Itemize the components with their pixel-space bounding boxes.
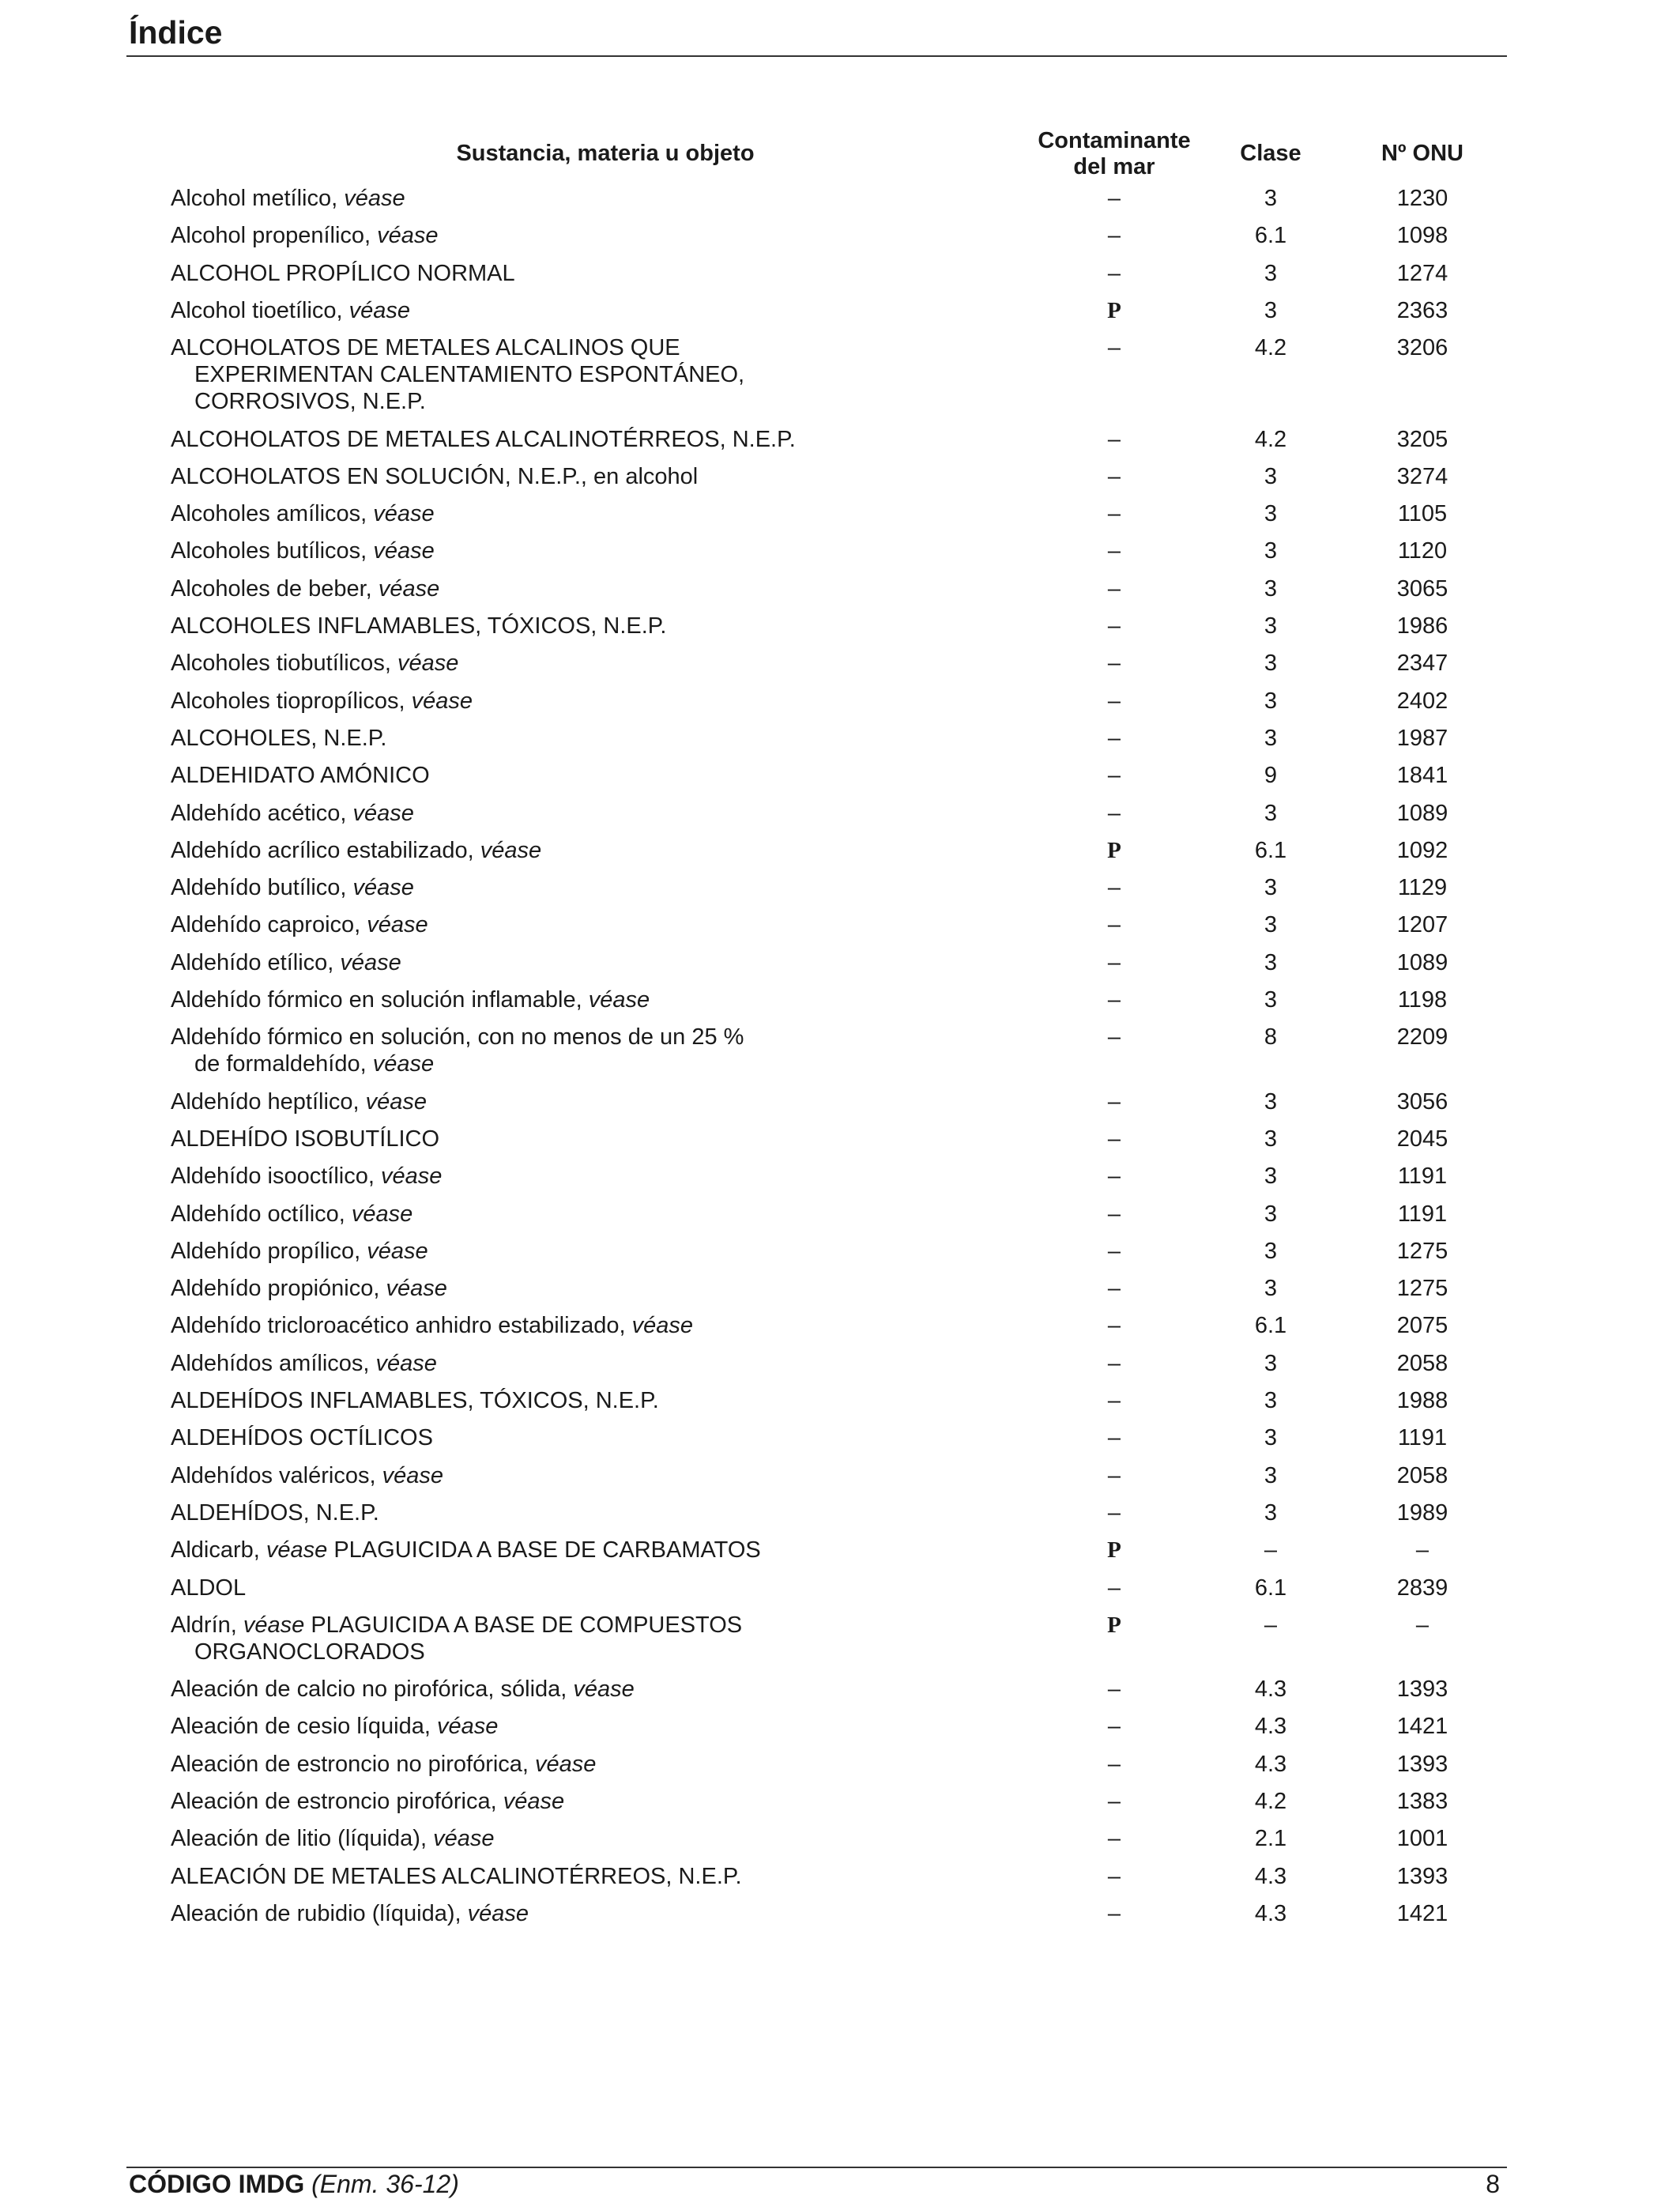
substance-name <box>171 1537 850 1563</box>
marine-pollutant: – <box>1107 575 1121 602</box>
substance-text: Aleación de estroncio no pirofórica, <box>171 1751 536 1777</box>
marine-pollutant: – <box>1107 463 1121 489</box>
see-reference: véase <box>375 1350 437 1376</box>
un-number: 1275 <box>1396 1276 1448 1302</box>
hazard-class: 3 <box>1264 501 1278 527</box>
substance-text: ALDOL <box>171 1575 247 1601</box>
substance-text: Aldehído tricloroacético anhidro estabilizado, <box>171 1313 632 1339</box>
substance-name <box>171 1612 850 1665</box>
hazard-class: 4.2 <box>1254 1789 1287 1814</box>
hazard-class: – <box>1264 1537 1278 1563</box>
column-header-substance: Sustancia, materia u objeto <box>456 141 755 166</box>
substance-text: Alcoholes tiobutílicos, <box>171 651 397 677</box>
hazard-class: 3 <box>1264 949 1278 975</box>
hazard-class: 4.2 <box>1254 426 1287 452</box>
marine-pollutant: – <box>1107 875 1121 901</box>
un-number: 1383 <box>1396 1789 1448 1814</box>
footer-code: CÓDIGO IMDG <box>129 2170 305 2198</box>
hazard-class: 3 <box>1264 1499 1278 1526</box>
un-number: 1230 <box>1396 186 1448 211</box>
column-header-pollutant <box>1019 128 1209 180</box>
hazard-class: 4.3 <box>1254 1863 1287 1889</box>
marine-pollutant: P <box>1107 837 1121 863</box>
marine-pollutant: P <box>1107 1537 1121 1563</box>
substance-text: Aldehído butílico, <box>171 875 353 901</box>
un-number: 2058 <box>1396 1350 1448 1376</box>
hazard-class: 6.1 <box>1254 223 1287 249</box>
marine-pollutant: – <box>1107 912 1121 938</box>
hazard-class: 3 <box>1264 987 1278 1013</box>
marine-pollutant: – <box>1107 1350 1121 1376</box>
substance-text: ALCOHOLATOS EN SOLUCIÓN, N.E.P., en alcohol <box>171 463 699 489</box>
un-number: 1105 <box>1397 501 1448 527</box>
see-reference: véase <box>340 949 401 975</box>
hazard-class: 3 <box>1264 912 1278 938</box>
marine-pollutant: – <box>1107 538 1121 564</box>
substance-text: Alcoholes butílicos, <box>171 538 374 564</box>
see-reference: véase <box>373 501 435 527</box>
see-reference: véase <box>373 538 435 564</box>
substance-text: Aldehído fórmico en solución, con no menos de un 25 % <box>171 1024 744 1050</box>
un-number: 1191 <box>1397 1425 1448 1451</box>
substance-text: Aldehído propiónico, <box>171 1276 386 1302</box>
hazard-class: 6.1 <box>1254 837 1287 863</box>
un-number: 1393 <box>1396 1751 1448 1777</box>
marine-pollutant: – <box>1107 800 1121 826</box>
substance-text: ALCOHOLES INFLAMABLES, TÓXICOS, N.E.P. <box>171 613 667 639</box>
substance-name <box>171 1462 850 1489</box>
substance-name <box>171 1713 850 1740</box>
un-number: 1987 <box>1396 725 1448 751</box>
substance-text: Aleación de calcio no pirofórica, sólida, <box>171 1677 574 1703</box>
substance-name <box>171 1238 850 1265</box>
see-reference: véase <box>351 1201 413 1227</box>
see-reference: véase <box>382 1462 443 1488</box>
see-reference: véase <box>344 186 405 211</box>
see-reference: véase <box>588 987 650 1013</box>
substance-text: ALDEHIDATO AMÓNICO <box>171 763 430 789</box>
un-number: 1421 <box>1396 1714 1448 1740</box>
substance-text: ALCOHOLES, N.E.P. <box>171 725 387 751</box>
marine-pollutant: – <box>1107 1126 1121 1152</box>
substance-name <box>171 463 850 490</box>
substance-name <box>171 1312 850 1339</box>
substance-text: Aldehído propílico, <box>171 1238 367 1264</box>
un-number: 1092 <box>1396 837 1448 863</box>
substance-name <box>171 762 850 789</box>
un-number: – <box>1415 1612 1430 1638</box>
column-header-class: Clase <box>1240 141 1301 166</box>
hazard-class: 3 <box>1264 1238 1278 1264</box>
hazard-class: 3 <box>1264 575 1278 602</box>
substance-text: Alcohol tioetílico, <box>171 297 349 323</box>
hazard-class: 4.3 <box>1254 1714 1287 1740</box>
see-reference: véase <box>348 297 411 323</box>
substance-name <box>171 575 850 602</box>
marine-pollutant: – <box>1107 426 1121 452</box>
hazard-class: 4.3 <box>1254 1677 1287 1703</box>
substance-name <box>171 1676 850 1703</box>
marine-pollutant: – <box>1107 1575 1121 1601</box>
substance-name <box>171 1350 850 1377</box>
un-number: 1098 <box>1396 223 1448 249</box>
substance-text: Aldehído acrílico estabilizado, <box>171 837 480 863</box>
marine-pollutant: – <box>1107 501 1121 527</box>
hazard-class: 3 <box>1264 1425 1278 1451</box>
substance-name <box>171 1575 850 1601</box>
un-number: 1986 <box>1396 613 1448 639</box>
see-reference: véase <box>352 875 414 901</box>
hazard-class: 4.3 <box>1254 1900 1287 1926</box>
substance-text: Aldehído isooctílico, <box>171 1164 381 1190</box>
marine-pollutant: – <box>1107 1677 1121 1703</box>
substance-text: Aldehído octílico, <box>171 1201 352 1227</box>
marine-pollutant: – <box>1107 1088 1121 1115</box>
hazard-class: 3 <box>1264 725 1278 751</box>
substance-name <box>171 800 850 827</box>
un-number: 2347 <box>1396 651 1448 677</box>
page-header-title: Índice <box>129 14 223 51</box>
see-reference: véase <box>378 575 440 602</box>
marine-pollutant: – <box>1107 1462 1121 1488</box>
un-number: 3056 <box>1396 1088 1448 1115</box>
un-number: 2075 <box>1396 1313 1448 1339</box>
marine-pollutant: – <box>1107 1238 1121 1264</box>
substance-text: ALCOHOL PROPÍLICO NORMAL <box>171 260 515 286</box>
substance-text: Aldehído fórmico en solución inflamable, <box>171 987 589 1013</box>
hazard-class: 8 <box>1264 1024 1278 1050</box>
substance-text: ALDEHÍDOS, N.E.P. <box>171 1499 379 1526</box>
see-reference: véase <box>266 1537 328 1563</box>
substance-text: ALEACIÓN DE METALES ALCALINOTÉRREOS, N.E.P. <box>171 1863 742 1889</box>
marine-pollutant: – <box>1107 1164 1121 1190</box>
un-number: 1120 <box>1397 538 1448 564</box>
see-reference: véase <box>365 1088 428 1115</box>
substance-text: Aldehído acético, <box>171 800 353 826</box>
substance-name <box>171 1201 850 1228</box>
substance-name <box>171 1751 850 1778</box>
substance-text: Aldehídos amílicos, <box>171 1350 376 1376</box>
see-reference: véase <box>377 223 439 249</box>
un-number: 1989 <box>1396 1499 1448 1526</box>
hazard-class: 3 <box>1264 297 1278 323</box>
see-reference: véase <box>352 800 414 826</box>
un-number: 3206 <box>1396 335 1448 361</box>
un-number: 2058 <box>1396 1462 1448 1488</box>
marine-pollutant: – <box>1107 1826 1121 1852</box>
un-number: 2045 <box>1396 1126 1448 1152</box>
marine-pollutant: – <box>1107 1863 1121 1889</box>
substance-continuation: ORGANOCLORADOS <box>194 1639 425 1665</box>
substance-name <box>171 1387 850 1414</box>
substance-name <box>171 260 850 287</box>
substance-name <box>171 537 850 564</box>
hazard-class: 3 <box>1264 463 1278 489</box>
see-reference: véase <box>243 1612 305 1638</box>
see-reference: véase <box>411 688 473 714</box>
marine-pollutant: – <box>1107 725 1121 751</box>
un-number: 1988 <box>1396 1388 1448 1413</box>
hazard-class: 2.1 <box>1254 1826 1287 1852</box>
un-number: 3274 <box>1396 463 1448 489</box>
see-reference: véase <box>467 1900 529 1926</box>
un-number: 1089 <box>1396 800 1448 826</box>
see-reference: véase <box>372 1051 435 1077</box>
see-target: PLAGUICIDA A BASE DE COMPUESTOS <box>304 1612 743 1638</box>
un-number: 3205 <box>1396 426 1448 452</box>
un-number: 1841 <box>1396 763 1448 789</box>
un-number: 1198 <box>1397 987 1448 1013</box>
substance-name <box>171 1499 850 1526</box>
un-number: 2363 <box>1396 297 1448 323</box>
substance-text: Alcoholes amílicos, <box>171 501 374 527</box>
hazard-class: 4.2 <box>1254 335 1287 361</box>
substance-name <box>171 297 850 324</box>
substance-name <box>171 1088 850 1115</box>
header-rule <box>126 55 1507 57</box>
substance-name <box>171 1024 850 1077</box>
substance-name <box>171 1900 850 1927</box>
see-target: PLAGUICIDA A BASE DE CARBAMATOS <box>327 1537 761 1563</box>
marine-pollutant: – <box>1107 763 1121 789</box>
marine-pollutant: – <box>1107 1201 1121 1227</box>
marine-pollutant: – <box>1107 1499 1121 1526</box>
substance-name <box>171 1424 850 1451</box>
see-reference: véase <box>386 1276 447 1302</box>
marine-pollutant: P <box>1107 297 1121 323</box>
un-number: 1393 <box>1396 1677 1448 1703</box>
see-reference: véase <box>436 1714 499 1740</box>
see-reference: véase <box>573 1677 635 1703</box>
substance-name <box>171 874 850 901</box>
substance-text: Aleación de litio (líquida), <box>171 1826 434 1852</box>
marine-pollutant: – <box>1107 613 1121 639</box>
substance-name <box>171 986 850 1013</box>
hazard-class: 3 <box>1264 613 1278 639</box>
substance-name <box>171 688 850 715</box>
hazard-class: 3 <box>1264 651 1278 677</box>
marine-pollutant: – <box>1107 1900 1121 1926</box>
marine-pollutant: – <box>1107 186 1121 211</box>
substance-text: ALDEHÍDO ISOBUTÍLICO <box>171 1126 440 1152</box>
substance-text: Aldehído heptílico, <box>171 1088 366 1115</box>
substance-text: Aleación de rubidio (líquida), <box>171 1900 468 1926</box>
substance-text: Aldehídos valéricos, <box>171 1462 382 1488</box>
marine-pollutant: P <box>1107 1612 1121 1638</box>
substance-name <box>171 725 850 752</box>
un-number: 1191 <box>1397 1164 1448 1190</box>
substance-text: Alcohol metílico, <box>171 186 345 211</box>
un-number: 2209 <box>1396 1024 1448 1050</box>
substance-text: Aleación de cesio líquida, <box>171 1714 437 1740</box>
un-number: 1421 <box>1396 1900 1448 1926</box>
substance-name <box>171 334 850 415</box>
hazard-class: 3 <box>1264 260 1278 286</box>
marine-pollutant: – <box>1107 1313 1121 1339</box>
footer-rule <box>126 2167 1507 2168</box>
footer-title <box>129 2170 459 2199</box>
marine-pollutant: – <box>1107 1388 1121 1413</box>
substance-text: ALDEHÍDOS OCTÍLICOS <box>171 1425 433 1451</box>
marine-pollutant: – <box>1107 1751 1121 1777</box>
substance-text: Aldehído caproico, <box>171 912 367 938</box>
hazard-class: 6.1 <box>1254 1575 1287 1601</box>
marine-pollutant: – <box>1107 1714 1121 1740</box>
hazard-class: 3 <box>1264 186 1278 211</box>
substance-name <box>171 949 850 976</box>
substance-text: ALDEHÍDOS INFLAMABLES, TÓXICOS, N.E.P. <box>171 1388 659 1413</box>
see-reference: véase <box>367 912 428 938</box>
hazard-class: – <box>1264 1612 1278 1638</box>
marine-pollutant: – <box>1107 260 1121 286</box>
hazard-class: 3 <box>1264 1388 1278 1413</box>
hazard-class: 3 <box>1264 1350 1278 1376</box>
substance-name <box>171 650 850 677</box>
see-reference: véase <box>380 1164 443 1190</box>
hazard-class: 3 <box>1264 800 1278 826</box>
substance-name <box>171 426 850 453</box>
substance-text: Alcoholes tiopropílicos, <box>171 688 412 714</box>
substance-continuation: CORROSIVOS, N.E.P. <box>194 389 426 415</box>
marine-pollutant: – <box>1107 1789 1121 1814</box>
see-reference: véase <box>631 1313 693 1339</box>
column-header-pollutant-line1: Contaminante <box>1038 128 1191 153</box>
substance-name <box>171 1126 850 1152</box>
substance-text: Aldehído etílico, <box>171 949 341 975</box>
un-number: 2402 <box>1396 688 1448 714</box>
substance-text: Alcohol propenílico, <box>171 223 378 249</box>
substance-name <box>171 185 850 212</box>
hazard-class: 9 <box>1264 763 1278 789</box>
see-reference: véase <box>433 1826 495 1852</box>
un-number: – <box>1415 1537 1430 1563</box>
substance-text: Aldrín, <box>171 1612 243 1638</box>
substance-text: Alcoholes de beber, <box>171 575 379 602</box>
hazard-class: 4.3 <box>1254 1751 1287 1777</box>
un-number: 1275 <box>1396 1238 1448 1264</box>
substance-name <box>171 911 850 938</box>
substance-text: ALCOHOLATOS DE METALES ALCALINOS QUE <box>171 335 680 361</box>
un-number: 3065 <box>1396 575 1448 602</box>
hazard-class: 3 <box>1264 688 1278 714</box>
marine-pollutant: – <box>1107 1024 1121 1050</box>
substance-text: Aldicarb, <box>171 1537 266 1563</box>
substance-continuation: de formaldehído, <box>194 1051 373 1077</box>
hazard-class: 3 <box>1264 538 1278 564</box>
un-number: 1274 <box>1396 260 1448 286</box>
marine-pollutant: – <box>1107 688 1121 714</box>
marine-pollutant: – <box>1107 1425 1121 1451</box>
substance-name <box>171 1163 850 1190</box>
substance-name <box>171 500 850 527</box>
column-header-un-number: Nº ONU <box>1381 141 1464 166</box>
hazard-class: 3 <box>1264 1462 1278 1488</box>
see-reference: véase <box>397 651 459 677</box>
hazard-class: 3 <box>1264 1088 1278 1115</box>
marine-pollutant: – <box>1107 987 1121 1013</box>
hazard-class: 3 <box>1264 1164 1278 1190</box>
substance-continuation: EXPERIMENTAN CALENTAMIENTO ESPONTÁNEO, <box>194 362 745 388</box>
un-number: 1001 <box>1396 1826 1448 1852</box>
substance-name <box>171 1863 850 1890</box>
substance-text: ALCOHOLATOS DE METALES ALCALINOTÉRREOS, N.E.P. <box>171 426 796 452</box>
marine-pollutant: – <box>1107 335 1121 361</box>
page-number: 8 <box>1486 2170 1500 2198</box>
substance-text: Aleación de estroncio pirofórica, <box>171 1789 503 1814</box>
substance-name <box>171 1825 850 1852</box>
un-number: 1207 <box>1396 912 1448 938</box>
hazard-class: 3 <box>1264 1201 1278 1227</box>
un-number: 1129 <box>1397 875 1448 901</box>
see-reference: véase <box>535 1751 597 1777</box>
substance-name <box>171 1275 850 1302</box>
footer-amendment: (Enm. 36-12) <box>311 2170 459 2198</box>
marine-pollutant: – <box>1107 223 1121 249</box>
hazard-class: 6.1 <box>1254 1313 1287 1339</box>
substance-name <box>171 1788 850 1815</box>
hazard-class: 3 <box>1264 1126 1278 1152</box>
substance-name <box>171 837 850 864</box>
substance-name <box>171 613 850 639</box>
column-header-pollutant-line2: del mar <box>1073 154 1155 179</box>
hazard-class: 3 <box>1264 1276 1278 1302</box>
substance-name <box>171 222 850 249</box>
marine-pollutant: – <box>1107 651 1121 677</box>
un-number: 1393 <box>1396 1863 1448 1889</box>
hazard-class: 3 <box>1264 875 1278 901</box>
marine-pollutant: – <box>1107 949 1121 975</box>
un-number: 1089 <box>1396 949 1448 975</box>
see-reference: véase <box>367 1238 428 1264</box>
marine-pollutant: – <box>1107 1276 1121 1302</box>
see-reference: véase <box>503 1789 565 1814</box>
see-reference: véase <box>480 837 542 863</box>
un-number: 1191 <box>1397 1201 1448 1227</box>
un-number: 2839 <box>1396 1575 1448 1601</box>
